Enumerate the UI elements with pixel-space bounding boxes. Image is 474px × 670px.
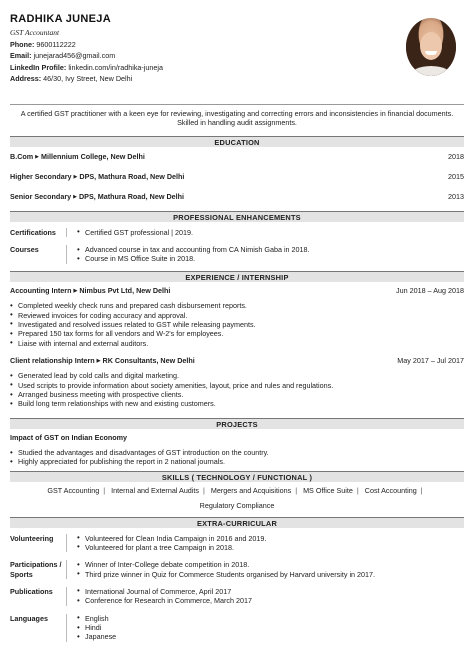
linkedin-line [10,63,464,72]
project-bullets [10,448,464,467]
project-name [10,433,464,442]
job-dates: Jun 2018 – Aug 2018 [396,285,464,295]
list-item: • Generated lead by cold calls and digital marketing. [10,371,464,380]
job-header [10,286,464,295]
skills-heading: SKILLS ( TECHNOLOGY / FUNCTIONAL ) [10,471,464,482]
list-item: • Reviewed invoices for coding accuracy and approval. [10,311,464,320]
list-item: • Volunteered for plant a tree Campaign in 2018. [77,543,464,552]
job-bullets [10,371,464,408]
list-item: • Japanese [77,632,464,641]
courses-row [10,241,464,268]
address-line [10,74,464,83]
education-heading: EDUCATION [10,136,464,147]
courses-label: Courses [10,245,39,255]
list-item: • Investigated and resolved issues related to GST while releasing payments. [10,320,464,329]
degree: Senior Secondary [10,192,72,202]
list-item: • Volunteered for Clean India Campaign in 2016 and 2019. [77,534,464,543]
skill-item: GST Accounting [47,485,100,495]
job-role: Client relationship Intern [10,355,95,365]
job-company: RK Consultants, New Delhi [102,355,195,365]
education-year: 2018 [448,152,464,162]
degree: B.Com [10,152,34,162]
email-label: Email: [10,51,32,61]
volunteering-label: Volunteering [10,533,54,543]
list-item: • Completed weekly check runs and prepared cash disbursement reports. [10,301,464,310]
phone-line [10,40,464,49]
volunteering-row [10,534,464,553]
arrow-icon: ▶ [73,287,78,294]
publications-row [10,587,464,606]
skills-line [10,501,464,510]
arrow-icon: ▶ [73,194,77,201]
education-row [10,147,464,167]
list-item: • Studied the advantages and disadvantages of GST introduction on the country. [10,448,464,457]
list-item: • Build long term relationships with new and existing customers. [10,399,464,408]
email-line [10,51,464,60]
list-item: • Certified GST professional | 2019. [77,228,464,237]
languages-row [10,614,464,642]
list-item: • Winner of Inter-College debate competition in 2018. [77,560,464,569]
institution: Millennium College, New Delhi [41,152,145,162]
skill-item: Regulatory Compliance [199,501,275,511]
address-label: Address: [10,74,42,84]
list-item: • English [77,614,464,623]
list-item: • Highly appreciated for publishing the report in 2 national journals. [10,457,464,466]
languages-label: Languages [10,613,48,623]
project-title: Impact of GST on Indian Economy [10,432,128,442]
list-item: • Prepared 150 tax forms for all vendors and W-2's for employees. [10,329,464,338]
institution: DPS, Mathura Road, New Delhi [78,192,185,202]
job-dates: May 2017 – Jul 2017 [397,355,464,365]
projects-heading: PROJECTS [10,418,464,429]
job-header [10,356,464,365]
skill-item: Internal and External Audits [111,485,199,495]
experience-heading: EXPERIENCE / INTERNSHIP [10,271,464,282]
list-item: • Hindi [77,623,464,632]
candidate-role: GST Accountant [10,28,60,38]
phone-label: Phone: [10,40,35,50]
phone-value: 9600112222 [36,40,76,50]
professional-heading: PROFESSIONAL ENHANCEMENTS [10,211,464,222]
degree: Higher Secondary [10,172,72,182]
email-value[interactable]: junejarad456@gmail.com [33,51,116,61]
participations-row [10,560,464,579]
skill-item: Cost Accounting [364,485,417,495]
list-item: • Advanced course in tax and accounting from CA Nimish Gaba in 2018. [77,245,464,254]
list-item: • Arranged business meeting with prospective clients. [10,390,464,399]
arrow-icon: ▶ [73,174,78,181]
education-year: 2015 [448,172,464,182]
publications-label: Publications [10,586,53,596]
list-item: • Third prize winner in Quiz for Commerce Students organised by Harvard university in 2017. [77,570,464,579]
job-bullets [10,301,464,348]
list-item: • International Journal of Commerce, April 2017 [77,587,464,596]
skill-item: MS Office Suite [303,485,353,495]
job-company: Nimbus Pvt Ltd, New Delhi [79,285,171,295]
profile-photo [406,18,456,76]
linkedin-value[interactable]: linkedin.com/in/radhika-juneja [68,62,163,72]
institution: DPS, Mathura Road, New Delhi [79,172,185,182]
arrow-icon: ▶ [96,357,101,364]
arrow-icon: ▶ [35,154,40,161]
skill-item: Mergers and Acquisitions [210,485,292,495]
education-list [10,147,464,207]
education-year: 2013 [448,192,464,202]
participations-label: Participations / Sports [10,560,62,579]
certifications-row [10,222,464,241]
certifications-label: Certifications [10,227,56,237]
list-item: • Course in MS Office Suite in 2018. [77,254,464,263]
resume-header [10,12,464,104]
candidate-name: RADHIKA JUNEJA [10,13,111,25]
summary: A certified GST practitioner with a keen eye for reviewing, investigating and correcting errors and inconsistencies in financial documents. Skilled in handling audit assignments. [10,104,464,128]
education-row [10,167,464,187]
list-item: • Liaise with internal and external auditors. [10,339,464,348]
skills-line: GST Accounting | Internal and External Audits | Mergers and Acquisitions | MS Office Suite | Cost Accounting | [47,485,423,495]
job-role: Accounting Intern [10,285,72,295]
address-value: 46/30, Ivy Street, New Delhi [43,74,133,84]
education-row [10,187,464,207]
extracurricular-heading: EXTRA-CURRICULAR [10,517,464,528]
list-item: • Used scripts to provide information about society amenities, layout, price and rules and regulations. [10,381,464,390]
list-item: • Conference for Research in Commerce, March 2017 [77,596,464,605]
linkedin-label: LinkedIn Profile: [10,62,67,72]
